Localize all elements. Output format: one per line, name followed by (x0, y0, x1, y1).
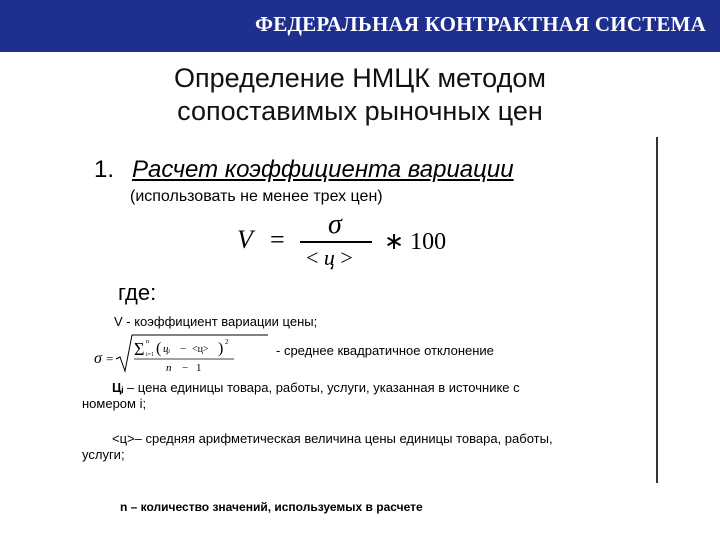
std-dev-definition: - среднее квадратичное отклонение (276, 343, 494, 358)
sdf-sum-top: n (146, 339, 149, 345)
item-1 (94, 156, 514, 184)
slide-title-line1: Определение НМЦК методом (174, 63, 546, 93)
fraction-bar (300, 241, 372, 243)
price-definition-text: – цена единицы товара, работы, услуги, указанная в источнике с (123, 380, 520, 395)
formula-multiplier: ∗ 100 (384, 229, 447, 255)
price-definition-line2: номером i; (82, 396, 147, 411)
sdf-avg: <ц> (192, 344, 209, 355)
header-title: ФЕДЕРАЛЬНАЯ КОНТРАКТНАЯ СИСТЕМА (255, 12, 706, 36)
sdf-eq: = (106, 351, 114, 366)
vertical-divider (656, 137, 658, 483)
formula-numerator: σ (328, 209, 342, 240)
n-definition: n – количество значений, используемых в расчете (120, 500, 423, 514)
den-left: < (306, 245, 319, 270)
sdf-den-n: n (166, 362, 172, 374)
sdf-sigma: σ (94, 350, 102, 367)
v-definition: V - коэффициент вариации цены; (114, 314, 318, 329)
price-definition-line1 (112, 380, 520, 395)
where-label: где: (118, 280, 157, 305)
sdf-paren-close: ) (218, 340, 224, 357)
item-1-text: Расчет коэффициента вариации (132, 156, 514, 183)
price-symbol: Цᵢ (112, 380, 124, 395)
variation-formula (230, 205, 470, 275)
average-definition-line2: услуги; (82, 447, 125, 462)
slide-title (0, 62, 720, 128)
sdf-ci: цᵢ (163, 343, 171, 355)
item-1-subtitle: (использовать не менее трех цен) (130, 188, 383, 205)
sdf-sum: Σ (134, 339, 145, 359)
sdf-den-1: 1 (196, 362, 202, 374)
den-var: ц (323, 245, 335, 270)
std-dev-formula (92, 333, 272, 375)
sdf-den-minus: − (182, 362, 189, 374)
formula-lhs: V (237, 225, 253, 254)
formula-equals: = (270, 225, 285, 254)
sdf-paren-open: ( (156, 340, 162, 357)
slide-title-line2: сопоставимых рыночных цен (177, 96, 543, 126)
den-right: > (340, 245, 353, 270)
sdf-minus: − (180, 343, 187, 355)
sdf-sum-bottom: i=1 (146, 352, 155, 358)
item-1-number: 1. (94, 156, 115, 183)
formula-denominator (306, 245, 353, 271)
sdf-square: 2 (225, 338, 229, 346)
header-bar (0, 0, 720, 52)
average-definition-line1: <ц>– средняя арифметическая величина цены единицы товара, работы, (112, 431, 553, 446)
